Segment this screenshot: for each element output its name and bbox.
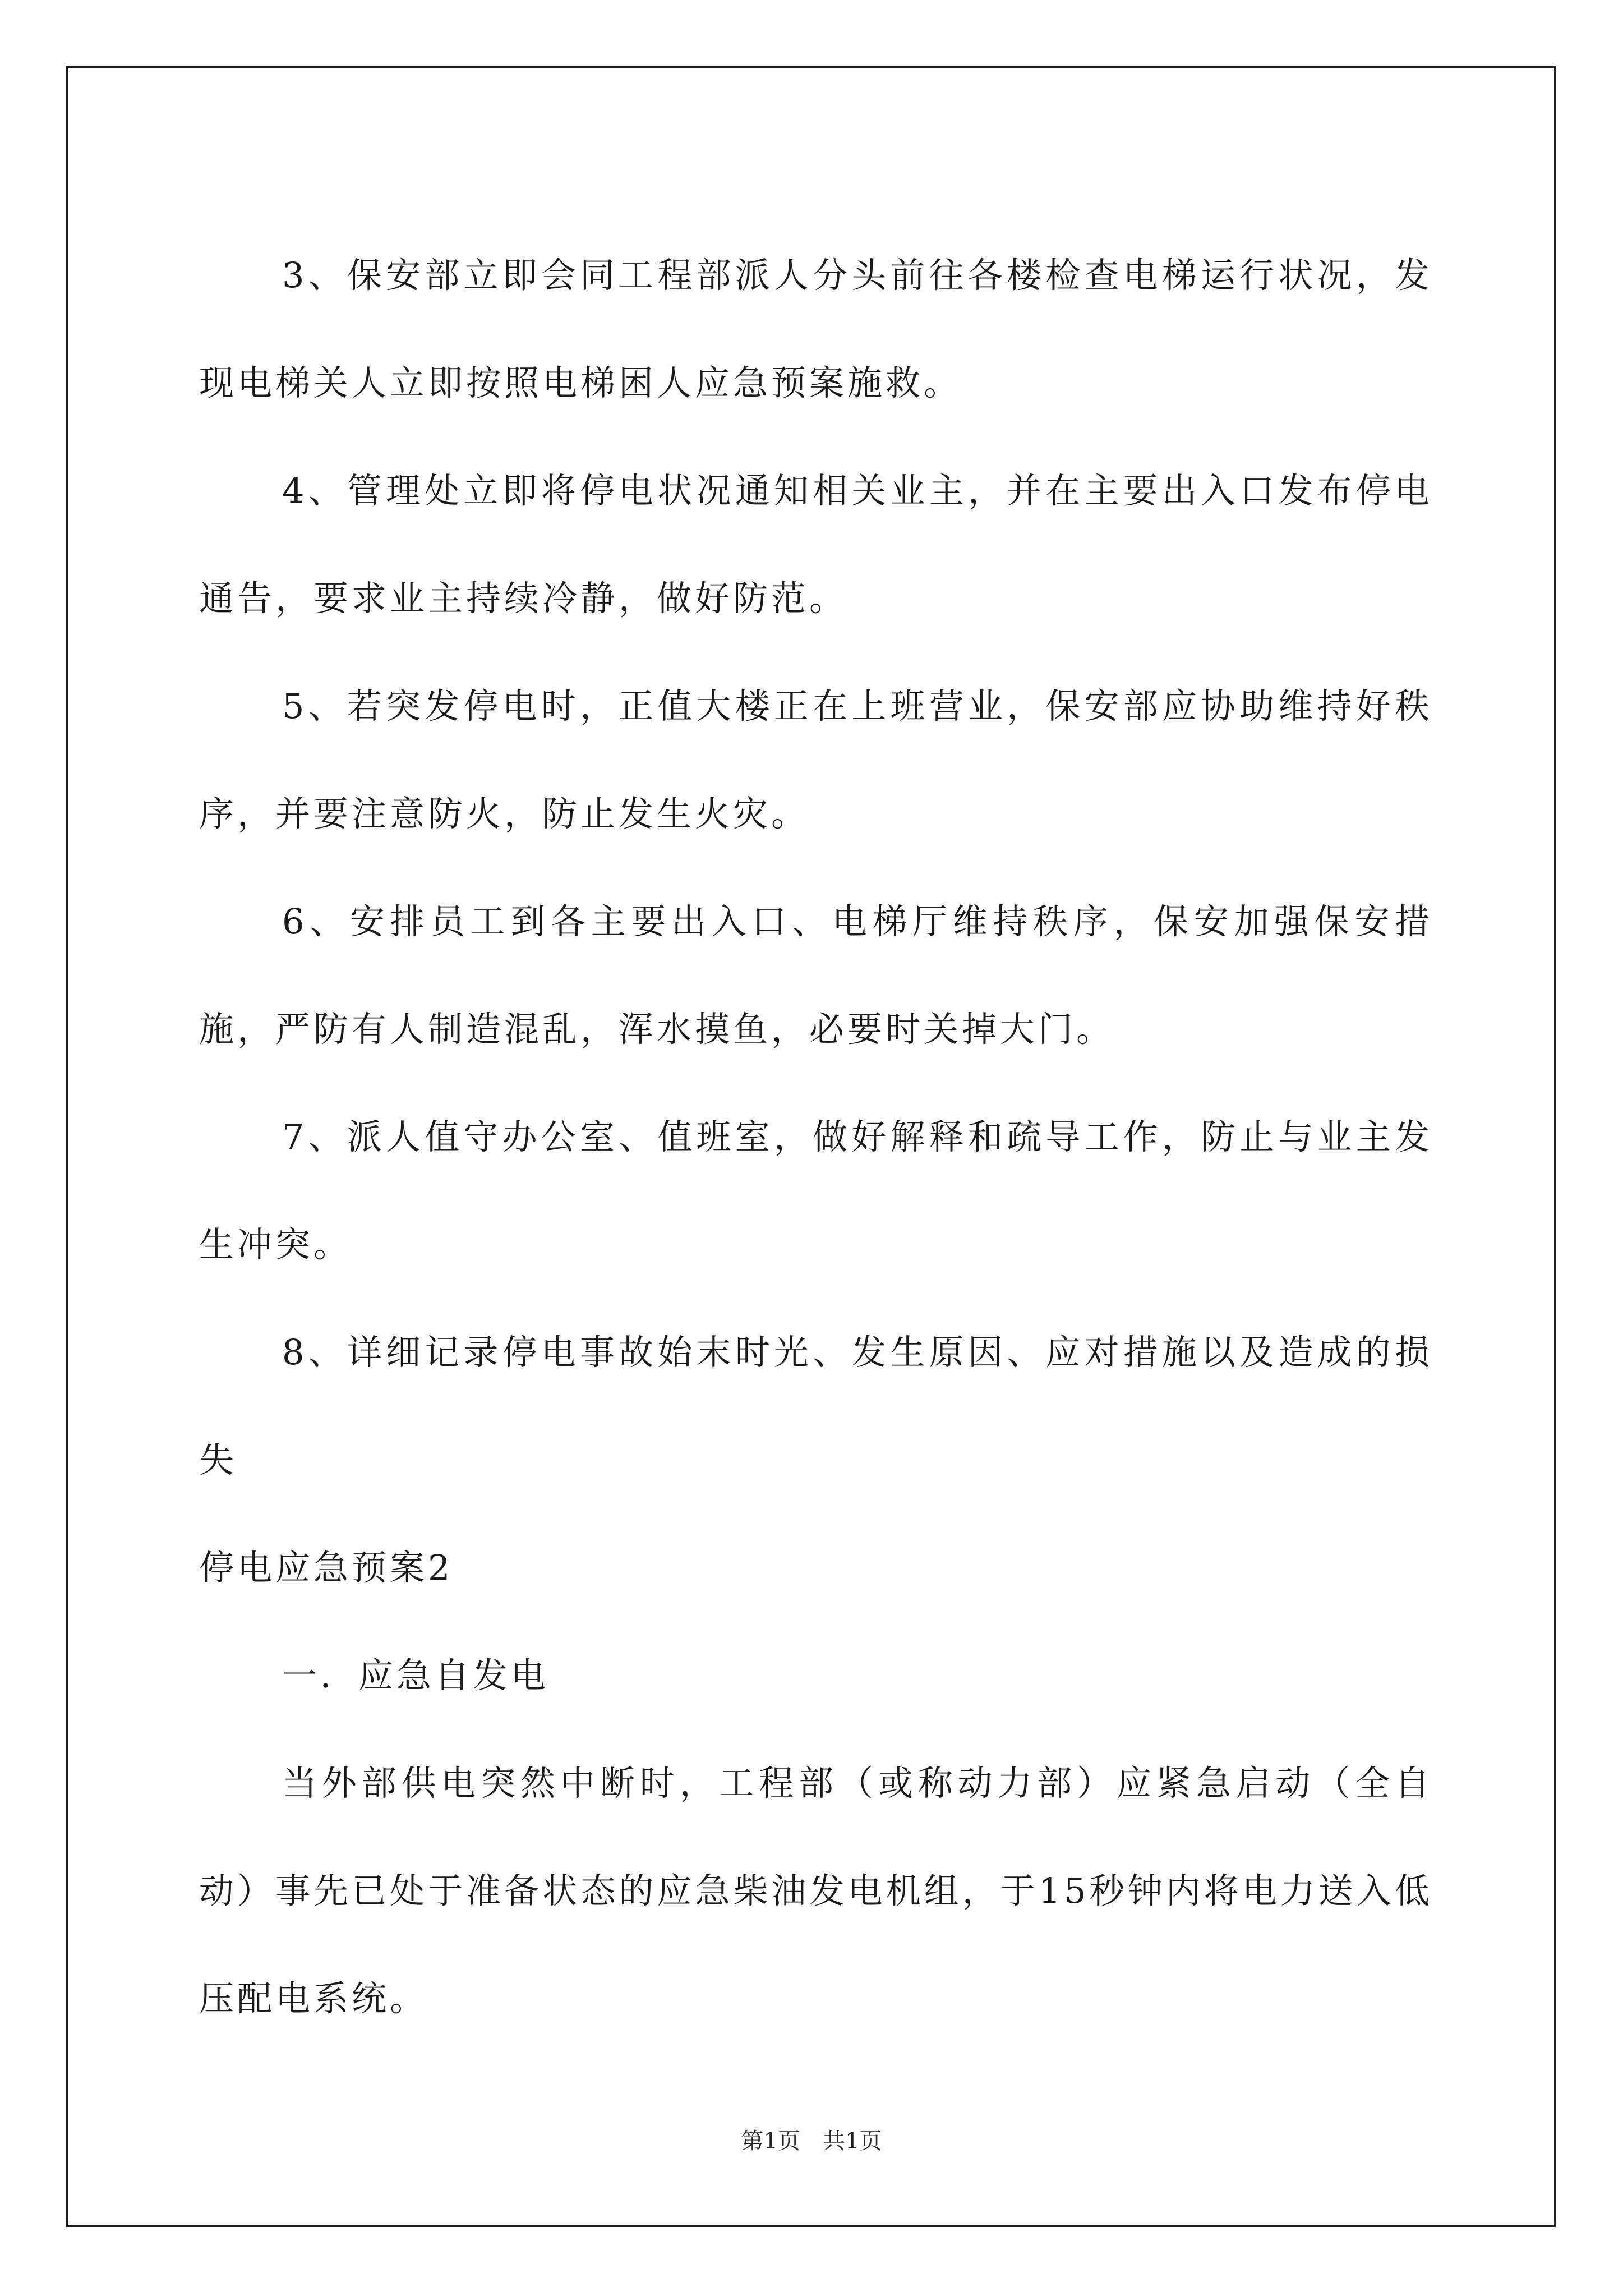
paragraph-3: 3、保安部立即会同工程部派人分头前往各楼检查电梯运行状况，发现电梯关人立即按照电梯困人应急预案施救。 (199, 255, 1433, 403)
paragraph-8: 8、详细记录停电事故始末时光、发生原因、应对措施以及造成的损失 (199, 1332, 1433, 1480)
paragraph-7: 7、派人值守办公室、值班室，做好解释和疏导工作，防止与业主发生冲突。 (199, 1116, 1433, 1265)
subsection-title: 一．应急自发电 (282, 1655, 550, 1696)
paragraph-6: 6、安排员工到各主要出入口、电梯厅维持秩序，保安加强保安措施，严防有人制造混乱，浑水摸鱼，必要时关掉大门。 (199, 901, 1433, 1050)
section-title: 停电应急预案2 (199, 1547, 454, 1588)
page-footer: 第1页 共1页 (741, 2128, 882, 2154)
document-body (199, 222, 1433, 2053)
subsection-paragraph: 当外部供电突然中断时，工程部（或称动力部）应紧急启动（全自动）事先已处于准备状态的应急柴油发电机组，于15秒钟内将电力送入低压配电系统。 (199, 1763, 1433, 2019)
paragraph-5: 5、若突发停电时，正值大楼正在上班营业，保安部应协助维持好秩序，并要注意防火，防止发生火灾。 (199, 685, 1433, 834)
paragraph-4: 4、管理处立即将停电状况通知相关业主，并在主要出入口发布停电通告，要求业主持续冷静，做好防范。 (199, 470, 1433, 619)
